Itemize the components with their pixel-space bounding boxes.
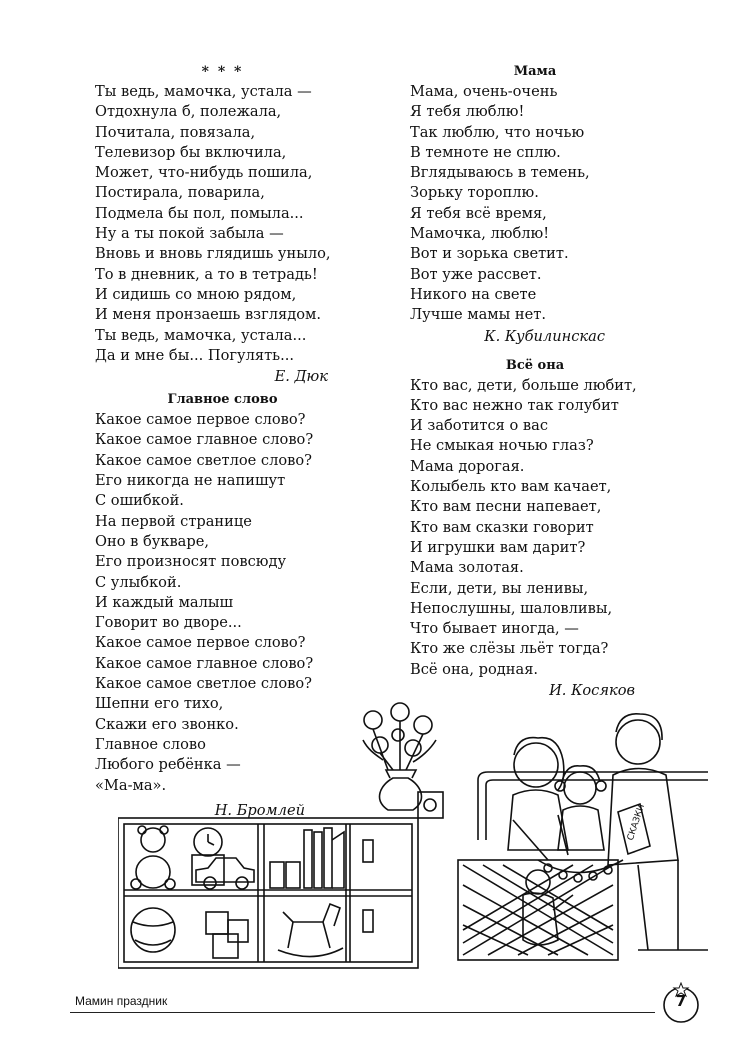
verse-line: Главное слово	[95, 735, 206, 753]
verse-line: Какое самое главное слово?	[95, 654, 314, 672]
bookshelf	[118, 818, 418, 968]
flower-vase	[363, 703, 436, 810]
verse-line: Какое самое главное слово?	[95, 431, 314, 449]
verse-line: Какое самое светлое слово?	[95, 675, 312, 693]
verse-line: В темноте не сплю.	[410, 143, 561, 161]
poem1-body	[95, 82, 350, 366]
verse-line: Что бывает иногда, —	[410, 620, 579, 638]
verse-line: Шепни его тихо,	[95, 695, 224, 713]
footer-rule	[70, 1012, 655, 1013]
verse-line: Мама, очень-очень	[410, 83, 558, 100]
verse-line: «Ма-ма».	[95, 776, 167, 794]
verse-line: Колыбель кто вам качает,	[410, 478, 612, 496]
verse-line: Постирала, поварила,	[95, 184, 265, 202]
poem1-author: Е. Дюк	[274, 368, 328, 386]
verse-line: Мамочка, люблю!	[410, 225, 550, 243]
poem3-author: К. Кубилинскас	[484, 327, 605, 345]
verse-line: Почитала, повязала,	[95, 123, 256, 141]
verse-line: Вглядываюсь в темень,	[410, 164, 590, 182]
verse-line: Скажи его звонко.	[95, 715, 239, 733]
verse-line: Я тебя всё время,	[410, 204, 547, 222]
verse-line: Его никогда не напишут	[95, 472, 286, 490]
verse-line: Ты ведь, мамочка, устала —	[95, 83, 312, 100]
footer-section-title: Мамин праздник	[75, 994, 168, 1008]
verse-line: Не смыкая ночью глаз?	[410, 437, 594, 455]
poem4-author: И. Косяков	[549, 682, 635, 700]
verse-line: Подмела бы пол, помыла...	[95, 204, 304, 222]
verse-line: Вновь и вновь глядишь уныло,	[95, 245, 331, 263]
girl	[555, 766, 606, 850]
verse-line: То в дневник, а то в тетрадь!	[95, 265, 318, 283]
verse-line: Мама дорогая.	[410, 457, 525, 475]
poem1-stars: * * *	[201, 64, 244, 80]
verse-line: Если, дети, вы ленивы,	[410, 579, 589, 597]
fairy-tales-book	[618, 803, 650, 854]
verse-line: Любого ребёнка —	[95, 756, 241, 774]
verse-line: Вот уже рассвет.	[410, 265, 542, 283]
verse-line: И игрушки вам дарит?	[410, 538, 586, 556]
verse-line: И меня пронзаешь взглядом.	[95, 306, 322, 324]
verse-line: Может, что-нибудь пошила,	[95, 164, 313, 182]
right-column	[410, 62, 660, 702]
verse-line: Никого на свете	[410, 285, 537, 303]
books	[270, 828, 344, 888]
rocking-horse	[278, 904, 343, 957]
ball	[131, 908, 175, 952]
verse-line: Кто вас нежно так голубит	[410, 396, 619, 414]
verse-line: И каждый малыш	[95, 593, 234, 611]
verse-line: На первой странице	[95, 512, 252, 530]
poem2-author: Н. Бромлей	[214, 801, 305, 819]
verse-line: Кто вас, дети, больше любит,	[410, 376, 637, 394]
verse-line: И заботится о вас	[410, 417, 549, 435]
verse-line: Я тебя люблю!	[410, 103, 525, 121]
verse-line: Кто вам сказки говорит	[410, 518, 594, 536]
verse-line: Вот и зорька светит.	[410, 245, 569, 263]
verse-line: Говорит во дворе...	[95, 614, 242, 632]
toy-blocks	[206, 912, 248, 958]
poem3-body	[410, 82, 660, 326]
toy-car	[196, 858, 254, 889]
verse-line: Ты ведь, мамочка, устала...	[95, 326, 307, 344]
teddy-bear	[131, 826, 175, 889]
verse-line: Кто же слёзы льёт тогда?	[410, 640, 609, 658]
verse-line: Ну а ты покой забыла —	[95, 225, 284, 243]
verse-line: Какое самое светлое слово?	[95, 451, 312, 469]
poem2-title: Главное слово	[167, 392, 278, 408]
poem4-body	[410, 376, 660, 680]
verse-line: С ошибкой.	[95, 492, 184, 510]
poem3-title: Мама	[513, 64, 557, 79]
verse-line: Какое самое первое слово?	[95, 411, 306, 429]
verse-line: Так люблю, что ночью	[410, 123, 585, 141]
verse-line: Отдохнула б, полежала,	[95, 103, 282, 121]
verse-line: Его произносят повсюду	[95, 553, 287, 571]
page-number: 7	[675, 992, 687, 1010]
book-label: СКАЗКИ	[625, 802, 648, 842]
page-number-badge	[660, 982, 702, 1024]
verse-line: Мама золотая.	[410, 559, 524, 577]
verse-line: Кто вам песни напевает,	[410, 498, 602, 516]
verse-line: Непослушны, шаловливы,	[410, 599, 613, 617]
verse-line: Телевизор бы включила,	[95, 143, 287, 161]
verse-line: Да и мне бы... Погулять...	[95, 346, 295, 364]
verse-line: С улыбкой.	[95, 573, 182, 591]
verse-line: Всё она, родная.	[410, 660, 539, 678]
poem4-title: Всё она	[505, 357, 565, 373]
family-illustration	[118, 700, 708, 980]
verse-line: И сидишь со мною рядом,	[95, 285, 297, 303]
verse-line: Лучше мамы нет.	[410, 306, 546, 324]
verse-line: Оно в букваре,	[95, 532, 209, 550]
verse-line: Зорьку тороплю.	[410, 184, 539, 202]
verse-line: Какое самое первое слово?	[95, 634, 306, 652]
